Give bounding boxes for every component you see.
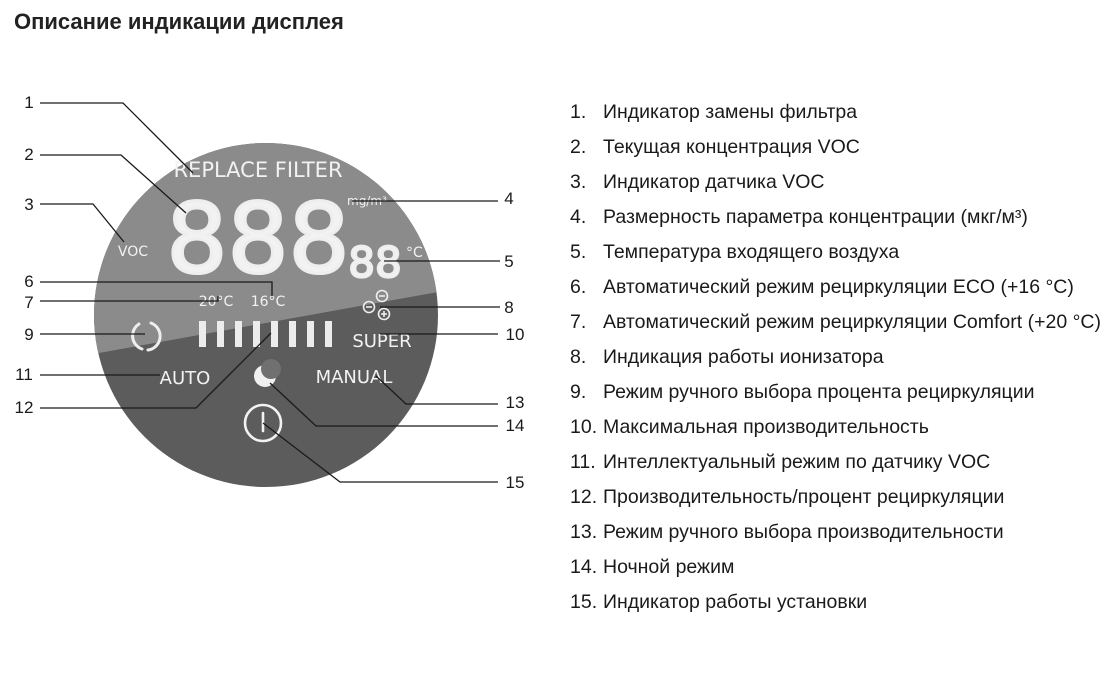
callout-number: 5 [504, 252, 514, 271]
legend-number: 7. [570, 311, 587, 333]
legend-item [570, 205, 1110, 230]
legend-number: 3. [570, 171, 587, 193]
legend-text: Размерность параметра концентрации (мкг/м³) [603, 206, 1028, 228]
legend-text: Индикация работы ионизатора [603, 346, 884, 368]
legend-text: Ночной режим [603, 556, 735, 578]
callout-number: 1 [24, 93, 34, 112]
legend-number: 13. [570, 521, 598, 543]
legend-text: Производительность/процент рециркуляции [603, 486, 1005, 508]
legend-text: Индикатор замены фильтра [603, 101, 858, 123]
performance-segment [307, 321, 314, 347]
legend-item [570, 345, 1110, 370]
legend-item [570, 415, 1110, 440]
performance-segment [253, 321, 260, 347]
performance-segment [217, 321, 224, 347]
legend-item [570, 590, 1110, 615]
legend-number: 2. [570, 136, 587, 158]
callout-number: 10 [505, 325, 525, 344]
legend-text: Интеллектуальный режим по датчику VOC [603, 451, 991, 473]
legend-number: 14. [570, 556, 598, 578]
concentration-unit: mg/m³ [347, 194, 387, 208]
callout-number: 4 [504, 189, 514, 208]
callout-number: 11 [15, 365, 33, 384]
legend-text: Температура входящего воздуха [603, 241, 900, 263]
legend-item [570, 520, 1110, 545]
legend-item [570, 100, 1110, 125]
legend-item [570, 240, 1110, 265]
legend-list [570, 100, 1110, 625]
callout-number: 3 [24, 195, 34, 214]
legend-number: 1. [570, 101, 587, 123]
callout-number: 13 [505, 393, 525, 412]
callout-number: 6 [24, 272, 34, 291]
legend-item [570, 555, 1110, 580]
temperature-unit: °C [406, 245, 423, 261]
legend-number: 6. [570, 276, 587, 298]
legend-text: Режим ручного выбора процента рециркуляции [603, 381, 1035, 403]
legend-number: 5. [570, 241, 587, 263]
legend-item [570, 135, 1110, 160]
replace-filter-indicator: REPLACE FILTER [173, 158, 343, 182]
voc-digits-text: 888 [166, 183, 350, 295]
legend-item [570, 485, 1110, 510]
legend-number: 9. [570, 381, 587, 403]
legend-number: 11. [570, 451, 596, 473]
manual-mode-label[interactable]: MANUAL [315, 367, 393, 388]
callout-number: 9 [24, 325, 34, 344]
auto-mode-label[interactable]: AUTO [159, 368, 211, 389]
legend-text: Автоматический режим рециркуляции ECO (+16 °C) [603, 276, 1074, 298]
legend-number: 8. [570, 346, 587, 368]
comfort-mode-temp: 20°C [198, 294, 234, 310]
legend-item [570, 275, 1110, 300]
super-mode-label[interactable]: SUPER [352, 331, 412, 352]
legend-item [570, 380, 1110, 405]
performance-segment [199, 321, 206, 347]
legend-item [570, 310, 1110, 335]
performance-segment [289, 321, 296, 347]
performance-segment [271, 321, 278, 347]
legend-item [570, 450, 1110, 475]
performance-segment [235, 321, 242, 347]
legend-number: 12. [570, 486, 598, 508]
performance-segment [325, 321, 332, 347]
eco-mode-temp: 16°C [250, 294, 286, 310]
leader-line [40, 103, 193, 173]
legend-text: Автоматический режим рециркуляции Comfort (+20 °C) [603, 311, 1101, 333]
legend-item [570, 170, 1110, 195]
legend-text: Максимальная производительность [603, 416, 929, 438]
legend-number: 10. [570, 416, 598, 438]
callout-number: 8 [504, 298, 514, 317]
callout-number: 12 [14, 398, 34, 417]
legend-text: Текущая концентрация VOC [603, 136, 860, 158]
legend-text: Индикатор работы установки [603, 591, 868, 613]
callout-number: 7 [24, 293, 34, 312]
voc-sensor-indicator: VOC [117, 244, 149, 260]
page-title: Описание индикации дисплея [14, 9, 344, 34]
callout-number: 2 [24, 145, 34, 164]
callout-number: 14 [505, 416, 525, 435]
voc-concentration-digits [166, 183, 349, 295]
temperature-digits: 88 [348, 238, 402, 287]
legend-number: 15. [570, 591, 598, 613]
callout-number: 15 [505, 473, 525, 492]
legend-text: Индикатор датчика VOC [603, 171, 825, 193]
legend-number: 4. [570, 206, 587, 228]
leader-line [40, 204, 124, 242]
legend-text: Режим ручного выбора производительности [603, 521, 1004, 543]
